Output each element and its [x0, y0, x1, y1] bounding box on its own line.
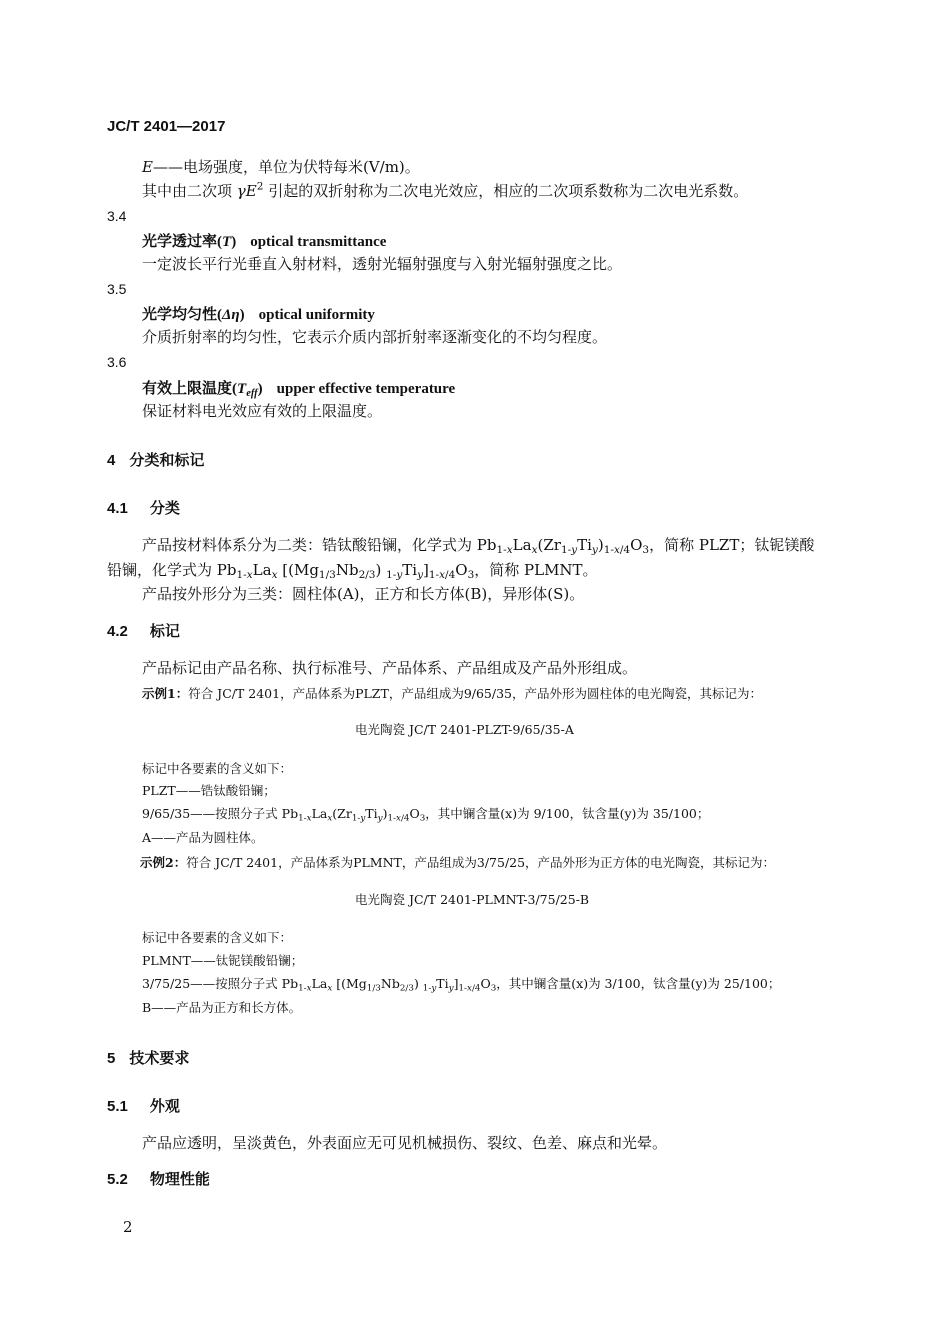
classification-para-1b [107, 561, 598, 582]
term-cn: 有效上限温度 [142, 380, 233, 397]
formula-plzt: $Pb_{1-x}La_x(Zr_{1-y}Ti_y)_{1-x/4}O_3$ [476, 536, 650, 557]
term-symbol: T [222, 234, 232, 250]
appearance-para: 产品应透明，呈淡黄色，外表面应无可见机械损伤、裂纹、色差、麻点和光晕。 [142, 1134, 668, 1152]
section-number: 4 [107, 452, 116, 469]
term-number-3-5: 3.5 [107, 281, 127, 297]
para-text: ，简称 PLZT；钛铌镁酸 [649, 536, 815, 554]
symbol-e: E [142, 158, 153, 176]
section-number: 4.2 [107, 623, 128, 640]
classification-para-2: 产品按外形分为三类：圆柱体(A)，正方和长方体(B)，异形体(S)。 [142, 585, 585, 603]
section-title: 物理性能 [149, 1171, 210, 1188]
intro-line-1-text: ——电场强度，单位为伏特每米(V/m)。 [152, 158, 420, 176]
section-title: 分类和标记 [129, 452, 205, 469]
page-number: 2 [123, 1218, 133, 1236]
section-number: 5.1 [107, 1098, 128, 1115]
example-1-mark: 电光陶瓷 JC/T 2401-PLZT-9/65/35-A [355, 722, 574, 737]
formula-plmnt: $Pb_{1-x}La_x$ [$(Mg_{1/3}Nb_{2/3})$ $_{1-y}Ti_y]_{1-x/4}O_3$ [281, 976, 497, 994]
section-4-2-heading [107, 623, 180, 641]
classification-para-1a [142, 536, 815, 557]
example-label: 示例1： [142, 686, 189, 701]
term-definition-3-4: 一定波长平行光垂直入射材料，透射光辐射强度与入射光辐射强度之比。 [142, 255, 623, 273]
para-text: 产品按材料体系分为二类：锆钛酸铅镧，化学式为 [142, 536, 473, 554]
term-cn: 光学透过率 [142, 233, 218, 250]
section-title: 技术要求 [129, 1050, 190, 1067]
coef-gamma-e: γE [236, 182, 257, 200]
section-4-heading [107, 452, 204, 470]
section-number: 5 [107, 1050, 116, 1067]
example-2-mark: 电光陶瓷 JC/T 2401-PLMNT-3/75/25-B [355, 892, 590, 907]
section-5-2-heading [107, 1171, 210, 1189]
example-2-line-3: B——产品为正方和长方体。 [142, 1000, 302, 1015]
coef-exponent: 2 [256, 180, 264, 193]
formula-plmnt: $Pb_{1-x}La_x$ [$(Mg_{1/3}Nb_{2/3})$ $_{1-y}Ti_y]_{1-x/4}O_3$ [216, 561, 475, 582]
example-2-line-1: PLMNT——钛铌镁酸铅镧； [142, 953, 304, 968]
section-number: 4.1 [107, 500, 128, 517]
term-en: optical uniformity [258, 307, 375, 323]
term-title-3-5: 光学均匀性(Δη) optical uniformity [142, 306, 375, 323]
term-title-3-4: 光学透过率(T) optical transmittance [142, 233, 387, 250]
example-1-line-3: A——产品为圆柱体。 [142, 830, 264, 845]
term-title-3-6: 有效上限温度$(T_{eff})$ upper effective temperature [142, 380, 456, 400]
section-number: 5.2 [107, 1171, 128, 1188]
standard-code: JC/T 2401—2017 [107, 118, 226, 135]
intro-line-2-suffix: 引起的双折射称为二次电光效应，相应的二次项系数称为二次电光系数。 [268, 182, 749, 200]
intro-line-2 [142, 182, 748, 200]
line-text: ，其中镧含量(x)为 3/100，钛含量(y)为 25/100； [496, 976, 781, 991]
example-label: 示例2： [140, 855, 187, 870]
term-cn: 光学均匀性 [142, 306, 218, 323]
example-2-line-2 [142, 976, 781, 994]
example-1-line-1: PLZT——锆钛酸铅镧； [142, 783, 276, 798]
term-symbol: T [237, 381, 247, 397]
marking-para-1: 产品标记由产品名称、执行标准号、产品体系、产品组成及产品外形组成。 [142, 659, 638, 677]
para-text: ，简称 PLMNT。 [474, 561, 598, 579]
section-4-1-heading [107, 500, 180, 518]
term-en: optical transmittance [250, 234, 387, 250]
section-5-1-heading [107, 1098, 180, 1116]
term-number-3-6: 3.6 [107, 354, 127, 370]
example-1-meaning: 标记中各要素的含义如下： [142, 761, 293, 776]
intro-line-1 [142, 158, 420, 176]
term-number-3-4: 3.4 [107, 208, 127, 224]
section-title: 外观 [149, 1098, 180, 1115]
para-text: 铅镧，化学式为 [107, 561, 213, 579]
term-definition-3-6: 保证材料电光效应有效的上限温度。 [142, 402, 383, 420]
section-title: 分类 [149, 500, 180, 517]
term-definition-3-5: 介质折射率的均匀性，它表示介质内部折射率逐渐变化的不均匀程度。 [142, 328, 608, 346]
term-en: upper effective temperature [276, 381, 456, 397]
line-text: 9/65/35——按照分子式 [142, 806, 278, 821]
line-text: 3/75/25——按照分子式 [142, 976, 278, 991]
formula-plzt: $Pb_{1-x}La_x(Zr_{1-y}Ti_y)_{1-x/4}O_3$ [281, 806, 426, 824]
example-2-intro [140, 855, 775, 870]
section-title: 标记 [149, 623, 180, 640]
section-5-heading [107, 1050, 189, 1068]
example-1-intro [142, 686, 762, 701]
example-text: 符合 JC/T 2401，产品体系为PLMNT，产品组成为3/75/25，产品外形为正方体的电光陶瓷，其标记为： [186, 855, 776, 870]
line-text: ，其中镧含量(x)为 9/100，钛含量(y)为 35/100； [425, 806, 710, 821]
example-1-line-2 [142, 806, 710, 824]
intro-line-2-prefix: 其中由二次项 [142, 182, 233, 200]
term-symbol: Δη [222, 307, 240, 323]
example-text: 符合 JC/T 2401，产品体系为PLZT，产品组成为9/65/35，产品外形为圆柱体的电光陶瓷，其标记为： [188, 686, 763, 701]
example-2-meaning: 标记中各要素的含义如下： [142, 930, 293, 945]
term-symbol-sub: eff [246, 388, 258, 400]
